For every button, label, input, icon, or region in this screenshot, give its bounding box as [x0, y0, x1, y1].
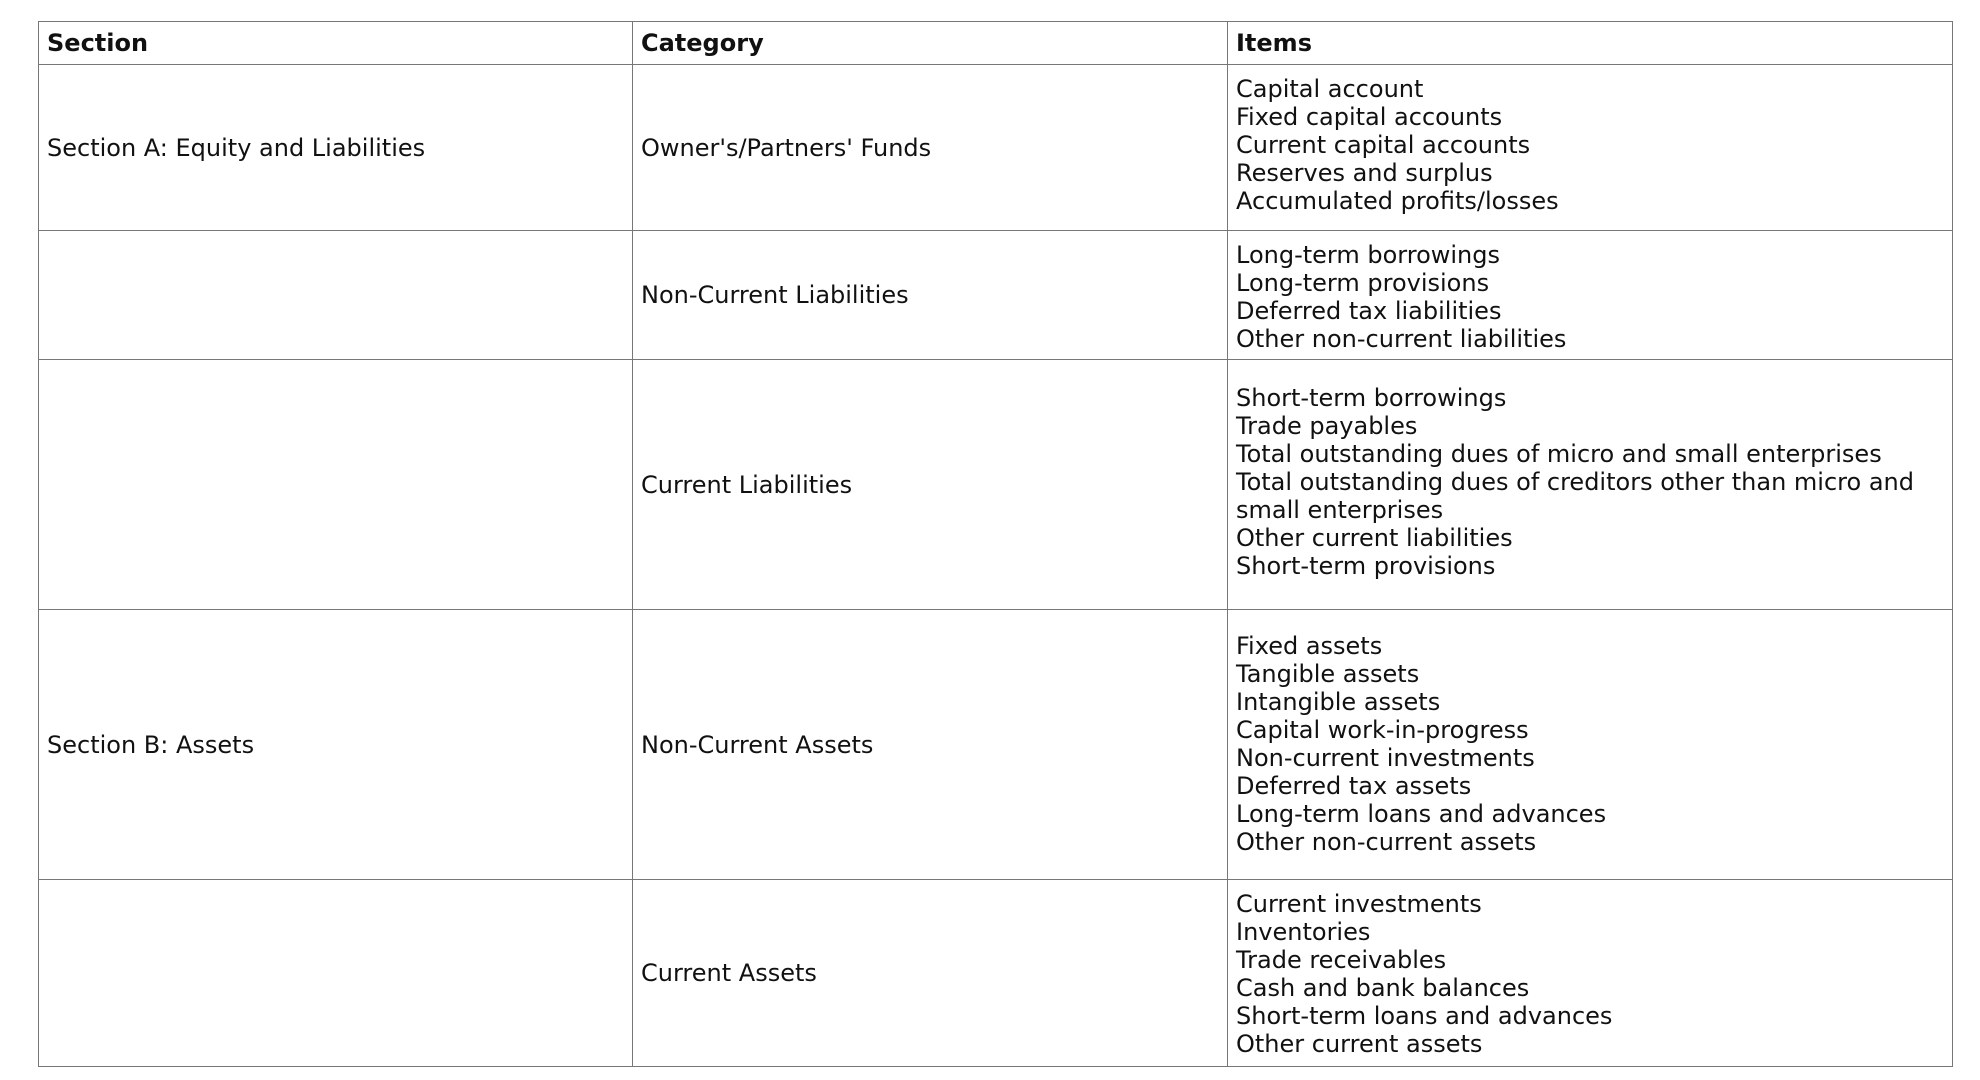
item-text: Total outstanding dues of micro and small enterprises [1236, 440, 1882, 468]
item-text: Deferred tax assets [1236, 772, 1472, 800]
table-body [39, 65, 1953, 1067]
item-text: Long-term provisions [1236, 269, 1490, 297]
items-cell [1228, 231, 1953, 360]
item-text: Deferred tax liabilities [1236, 297, 1502, 325]
item-text: Capital account [1236, 75, 1424, 103]
item-text: Intangible assets [1236, 688, 1441, 716]
items-cell [1228, 360, 1953, 610]
section-cell: Section A: Equity and Liabilities [39, 65, 633, 231]
header-section: Section [39, 22, 633, 65]
header-category: Category [633, 22, 1228, 65]
items-cell [1228, 880, 1953, 1067]
balance-sheet-table [38, 21, 1953, 1067]
item-text: Short-term loans and advances [1236, 1002, 1613, 1030]
item-text: Tangible assets [1236, 660, 1420, 688]
items-cell [1228, 610, 1953, 880]
item-text: Total outstanding dues of creditors other than micro and small enterprises [1236, 468, 1914, 524]
item-text: Fixed capital accounts [1236, 103, 1503, 131]
item-text: Short-term borrowings [1236, 384, 1507, 412]
item-text: Current capital accounts [1236, 131, 1531, 159]
item-text: Cash and bank balances [1236, 974, 1530, 1002]
item-text: Long-term borrowings [1236, 241, 1500, 269]
item-text: Reserves and surplus [1236, 159, 1493, 187]
item-text: Capital work-in-progress [1236, 716, 1529, 744]
category-cell: Owner's/Partners' Funds [633, 65, 1228, 231]
item-text: Other non-current assets [1236, 828, 1537, 856]
table-header [39, 22, 1953, 65]
item-text: Inventories [1236, 918, 1371, 946]
item-text: Other current liabilities [1236, 524, 1513, 552]
header-row [39, 22, 1953, 65]
table-row [39, 65, 1953, 231]
item-text: Trade receivables [1236, 946, 1447, 974]
balance-sheet-table-container [38, 21, 1952, 1067]
item-text: Non-current investments [1236, 744, 1535, 772]
item-text: Other non-current liabilities [1236, 325, 1567, 353]
table-row [39, 231, 1953, 360]
category-cell: Current Liabilities [633, 360, 1228, 610]
item-text: Short-term provisions [1236, 552, 1496, 580]
item-text: Accumulated profits/losses [1236, 187, 1559, 215]
item-text: Trade payables [1236, 412, 1418, 440]
item-text: Other current assets [1236, 1030, 1483, 1058]
section-cell [39, 360, 633, 610]
header-items: Items [1228, 22, 1953, 65]
section-cell: Section B: Assets [39, 610, 633, 880]
table-row [39, 610, 1953, 880]
category-cell: Non-Current Assets [633, 610, 1228, 880]
table-row [39, 880, 1953, 1067]
category-cell: Non-Current Liabilities [633, 231, 1228, 360]
item-text: Fixed assets [1236, 632, 1383, 660]
table-row [39, 360, 1953, 610]
category-cell: Current Assets [633, 880, 1228, 1067]
items-cell [1228, 65, 1953, 231]
item-text: Current investments [1236, 890, 1482, 918]
item-text: Long-term loans and advances [1236, 800, 1607, 828]
section-cell [39, 880, 633, 1067]
section-cell [39, 231, 633, 360]
